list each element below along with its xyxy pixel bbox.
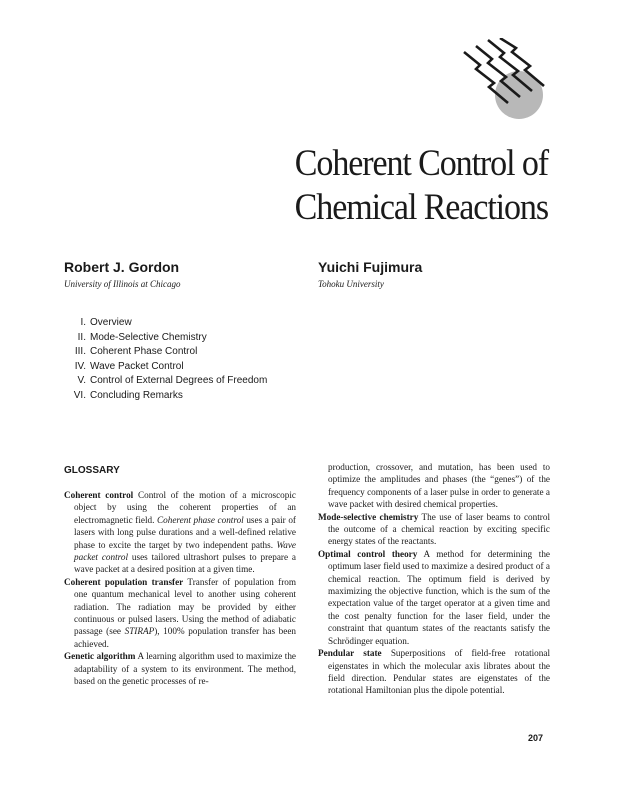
article-title	[217, 142, 548, 230]
glossary-term: Coherent control	[64, 490, 134, 500]
author-2	[318, 258, 422, 291]
author-affiliation: University of Illinois at Chicago	[64, 279, 181, 289]
toc-item	[64, 389, 267, 404]
author-name: Robert J. Gordon	[64, 259, 180, 275]
glossary-column-left	[64, 489, 296, 688]
page-number: 207	[528, 733, 544, 743]
toc-item	[64, 331, 267, 346]
toc-label: Wave Packet Control	[90, 360, 184, 372]
glossary-definition: uses tailored ultrashort pulses to prepare a wave packet at a desired position at a given time.	[74, 552, 296, 575]
toc-number: III.	[74, 346, 86, 358]
glossary-term: Pendular state	[318, 648, 382, 659]
author-1	[64, 258, 181, 291]
toc-label: Control of External Degrees of Freedom	[90, 375, 268, 387]
glossary-definition: A learning algorithm used to maximize the adaptability of a system to its environment. The method, based on the genetic processes of re-	[74, 651, 297, 687]
glossary-entry-genetic-algorithm-continued: production, crossover, and mutation, has been used to optimize the amplitudes and phases (the “genes”) of the frequency components of a laser pulse in order to generate a wave packet with desired chemical properties.	[328, 462, 550, 510]
glossary-definition: A method for determining the optimum laser field used to maximize a desired product of a chemical reaction. The optimum field is derived by maximizing the objective function, which is the sum of the expectation value of the target operator at a given time and the cost penalty function for the laser field, under the constraint that quantum states of the reactants satisfy the Schrödinger equation.	[328, 548, 550, 646]
title-line-1: Coherent Control of	[294, 143, 548, 184]
toc-number: II.	[77, 331, 86, 343]
glossary-definition: uses a pair of lasers with long pulse durations and a well-defined relative phase to excite the target by two independent paths.	[74, 514, 296, 550]
toc-label: Concluding Remarks	[90, 389, 183, 401]
glossary-italic: STIRAP	[124, 626, 155, 637]
table-of-contents	[64, 316, 267, 404]
author-name: Yuichi Fujimura	[318, 259, 423, 275]
glossary-term: Mode-selective chemistry	[318, 511, 419, 522]
author-affiliation: Tohoku University	[318, 279, 384, 289]
glossary-entry-pendular-state	[318, 647, 550, 697]
glossary-entry-coherent-control	[64, 489, 296, 576]
glossary-definition: The use of laser beams to control the outcome of a chemical reaction by exciting specific energy states of the reactants.	[328, 511, 551, 547]
glossary-heading: GLOSSARY	[64, 465, 120, 476]
toc-label: Coherent Phase Control	[90, 346, 198, 358]
toc-item	[64, 360, 267, 375]
glossary-definition: Superpositions of field-free rotational eigenstates in which the molecular axis librates about the field direction. Pendular states are eigenstates of the rotational Hamiltonian plus the dipole potential.	[328, 648, 550, 696]
title-line-2: Chemical Reactions	[294, 187, 548, 228]
glossary-term: Coherent population transfer	[64, 576, 184, 587]
glossary-italic: Coherent phase control	[157, 514, 244, 525]
toc-item	[64, 374, 267, 389]
glossary-column-right	[318, 461, 550, 697]
toc-number: I.	[80, 317, 86, 328]
glossary-entry-optimal-control-theory	[318, 548, 550, 647]
toc-label: Overview	[90, 317, 132, 328]
toc-number: IV.	[74, 360, 86, 372]
toc-number: VI.	[73, 389, 86, 401]
publisher-logo-icon	[462, 38, 548, 122]
toc-label: Mode-Selective Chemistry	[90, 331, 207, 343]
glossary-entry-mode-selective-chemistry	[318, 511, 550, 548]
glossary-term: Genetic algorithm	[64, 651, 136, 662]
toc-item	[64, 345, 267, 360]
glossary-entry-coherent-population-transfer	[64, 576, 296, 650]
glossary-definition: Transfer of population from one quantum mechanical level to another using coherent radiation. The radiation may be provided by either continuous or pulsed lasers. Using the method of adiabatic passage (see	[74, 576, 297, 637]
toc-number: V.	[77, 375, 86, 387]
glossary-italic: Wave packet control	[74, 539, 297, 563]
glossary-term: Optimal control theory	[318, 548, 418, 559]
glossary-definition: ), 100% population transfer has been achieved.	[74, 626, 296, 649]
glossary-definition: Control of the motion of a microscopic object by using the coherent properties of an electromagnetic field.	[74, 490, 297, 525]
toc-item	[64, 316, 267, 331]
glossary-entry-genetic-algorithm	[64, 650, 296, 687]
